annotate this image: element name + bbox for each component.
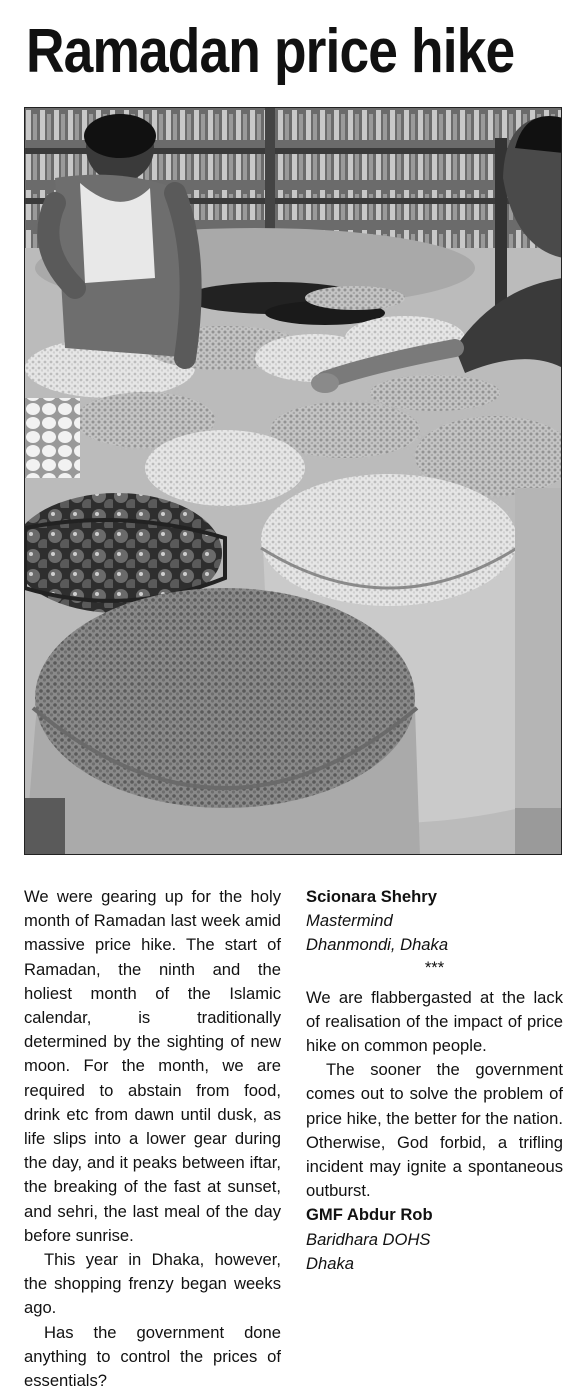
letter-2-paragraph-1: We are flabbergasted at the lack of realisation of the impact of price hike on common people. [306, 987, 563, 1056]
right-column [306, 885, 563, 1276]
headline: Ramadan price hike [26, 17, 515, 86]
letter-1-signature [306, 885, 563, 958]
letter-2-paragraph-2: The sooner the government comes out to solve the problem of price hike, the better for the nation. Otherwise, God forbid, a trifling incident may ignite a spontaneous outburst. [306, 1060, 563, 1201]
letter-1-author-location: Dhanmondi, Dhaka [306, 935, 449, 955]
letter-1-paragraph-1: We were gearing up for the holy month of Ramadan last week amid massive price hike. The start of Ramadan, the ninth and the holiest month of the Islamic calendar, is traditionally determined by the sighting of new moon. For the month, we are required to abstain from food, drink etc from dawn until dusk, as life slips into a lower gear during the day, and it peaks between iftar, the breaking of the fast at sunset, and sehri, the last meal of the day before sunrise. [24, 887, 281, 1245]
letter-2-author-line1: Baridhara DOHS [306, 1229, 431, 1249]
letter-1-author-name: Scionara Shehry [306, 887, 437, 906]
letter-1 [24, 885, 281, 1393]
letter-2-author-location: Dhaka [306, 1253, 354, 1273]
market-photo [24, 107, 562, 855]
letter-1-paragraph-3: Has the government done anything to control the prices of essentials? [24, 1322, 281, 1391]
market-photo-icon [25, 108, 562, 855]
letter-2-signature [306, 1203, 563, 1276]
letter-1-author-line1: Mastermind [306, 911, 393, 931]
separator: *** [424, 957, 445, 977]
letter-1-paragraph-2: This year in Dhaka, however, the shopping frenzy began weeks ago. [24, 1250, 281, 1318]
letter-2-author-name: GMF Abdur Rob [306, 1205, 433, 1225]
